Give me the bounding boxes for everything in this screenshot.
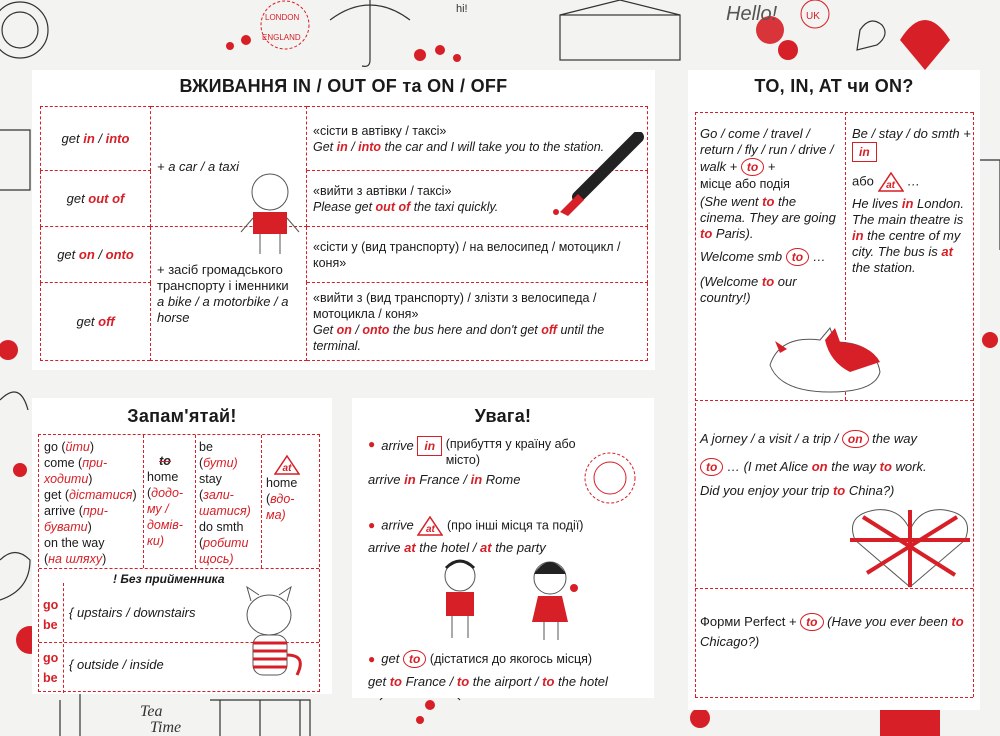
cell-public-transport: + засіб громадського транспорту і іменники a bike / a motorbike / a horse: [151, 227, 307, 361]
at-triangle-arrive: at: [417, 516, 443, 536]
cell-get-on-desc: «сісти у (вид транспорту) / на велосипед / мотоцикл / коня»: [307, 227, 648, 283]
tea-text: Tea: [140, 703, 163, 720]
remember-line: stay: [199, 472, 222, 486]
remember-line: come (при-: [44, 456, 108, 470]
remember-line: be: [199, 440, 213, 454]
remember-line: ки): [147, 534, 165, 548]
remember-line: (вдо-: [266, 492, 295, 506]
in-square-arrive: in: [417, 436, 442, 456]
at-triangle-remember: at: [274, 455, 300, 475]
remember-line: home: [266, 476, 298, 490]
perfect-section: Форми Perfect + to (Have you ever been to Chicago?): [700, 614, 964, 649]
remember-line: arrive (при-: [44, 504, 108, 518]
cell-get-on-onto: get on / onto: [41, 227, 151, 283]
remember-line: (бути): [199, 456, 238, 470]
on-circle: on: [842, 430, 869, 448]
panel-title: TO, IN, AT чи ON?: [754, 76, 914, 96]
remember-line: бувати): [44, 520, 92, 534]
go-be-1: go be: [43, 598, 59, 632]
no-preposition-label: ! Без прийменника: [113, 572, 225, 586]
in-at-section: Be / stay / do smth + in або at … He lives in London. The main theatre is in the centre of my city. The bus is at the station.: [852, 126, 971, 275]
on-section: A jorney / a visit / a trip / on the way to … (I met Alice on the way to work. Did you enjoy your trip to China?): [700, 431, 927, 498]
arrive-in-rule: ● arrive in (прибуття у країну або місто) arrive in France / in Rome: [368, 437, 576, 487]
cell-get-off-desc: «вийти з (вид транспорту) / злізти з велосипеда / мотоцикла / коня» Get on / onto the bus here and don't get off until the terminal.: [307, 283, 648, 361]
remember-col-verbs-to: [44, 439, 137, 567]
remember-grid: [38, 434, 320, 692]
remember-line: go (йти): [44, 440, 95, 454]
remember-line: ма): [266, 508, 286, 522]
to-circle-get: to: [403, 650, 426, 668]
remember-line: (зали-: [199, 488, 234, 502]
remember-line: do smth: [199, 520, 244, 534]
get-to-rule: ● get to (дістатися до якогось місця) get to France / to the airport / to the hotel: [368, 651, 608, 689]
kids-illustration: [430, 558, 600, 648]
remember-col-home: to home (додо- му / домів- ки): [147, 454, 184, 548]
cell-get-out-desc: «вийти з автівки / таксі» Please get out of the taxi quickly.: [307, 171, 648, 227]
cell-get-off: get off: [41, 283, 151, 361]
remember-col-verbs-at: [199, 439, 251, 567]
remember-line: шатися): [199, 504, 251, 518]
boy-illustration: [235, 170, 305, 260]
paintbrush-illustration: [548, 132, 648, 222]
time-text: Time: [150, 719, 182, 736]
remember-line: домів-: [147, 518, 183, 532]
london-stamp-text: LONDON: [265, 13, 300, 22]
arrive-at-rule: ● arrive at (про інші місця та події) arrive at the hotel / at the party: [368, 517, 584, 555]
outside-inside: { outside / inside: [69, 657, 164, 672]
striped-cat-illustration: [239, 585, 309, 685]
at-triangle: at: [878, 172, 904, 192]
panel-title: Запам'ятай!: [127, 406, 237, 426]
england-stamp-text: ENGLAND: [262, 33, 301, 42]
london-stamp: [580, 448, 640, 508]
cat-illustration: [765, 325, 885, 395]
cell-car-taxi: + a car / a taxi: [151, 107, 307, 227]
to-section: Go / come / travel / return / fly / run / drive / walk + to + місце або подія (She went to the cinema. They are going to Paris). Welcome smb to … (Welcome to our country!): [700, 126, 836, 305]
panel-title: ВЖИВАННЯ IN / OUT OF та ON / OFF: [179, 76, 508, 96]
remember-line: home: [147, 470, 179, 484]
cell-get-in-desc: «сісти в автівку / таксі» Get in / into the car and I will take you to the station.: [307, 107, 648, 171]
upstairs-downstairs: { upstairs / downstairs: [69, 605, 196, 620]
to-circle-journey: to: [700, 458, 723, 476]
remember-col-at-home: [266, 455, 300, 523]
remember-line: ходити): [44, 472, 93, 486]
to-circle-welcome: to: [786, 248, 809, 266]
cell-get-out-of: get out of: [41, 171, 151, 227]
remember-line: get (дістатися): [44, 488, 137, 502]
uk-stamp-text: UK: [806, 11, 820, 22]
hi-text: hi!: [456, 3, 468, 15]
cell-get-in-into: get in / into: [41, 107, 151, 171]
hello-text: Hello!: [726, 3, 778, 25]
to-circle-perfect: to: [800, 613, 823, 631]
remember-line: (додо-: [147, 486, 184, 500]
remember-line: (робити: [199, 536, 249, 550]
remember-line: щось): [199, 552, 234, 566]
remember-line: (на шляху): [44, 552, 107, 566]
heart-flag-illustration: [845, 505, 975, 590]
remember-line: му /: [147, 502, 169, 516]
in-square: in: [852, 142, 877, 162]
go-be-2: go be: [43, 651, 59, 685]
panel-title: Увага!: [474, 406, 532, 426]
to-circle: to: [741, 158, 764, 176]
remember-line: on the way: [44, 536, 105, 550]
